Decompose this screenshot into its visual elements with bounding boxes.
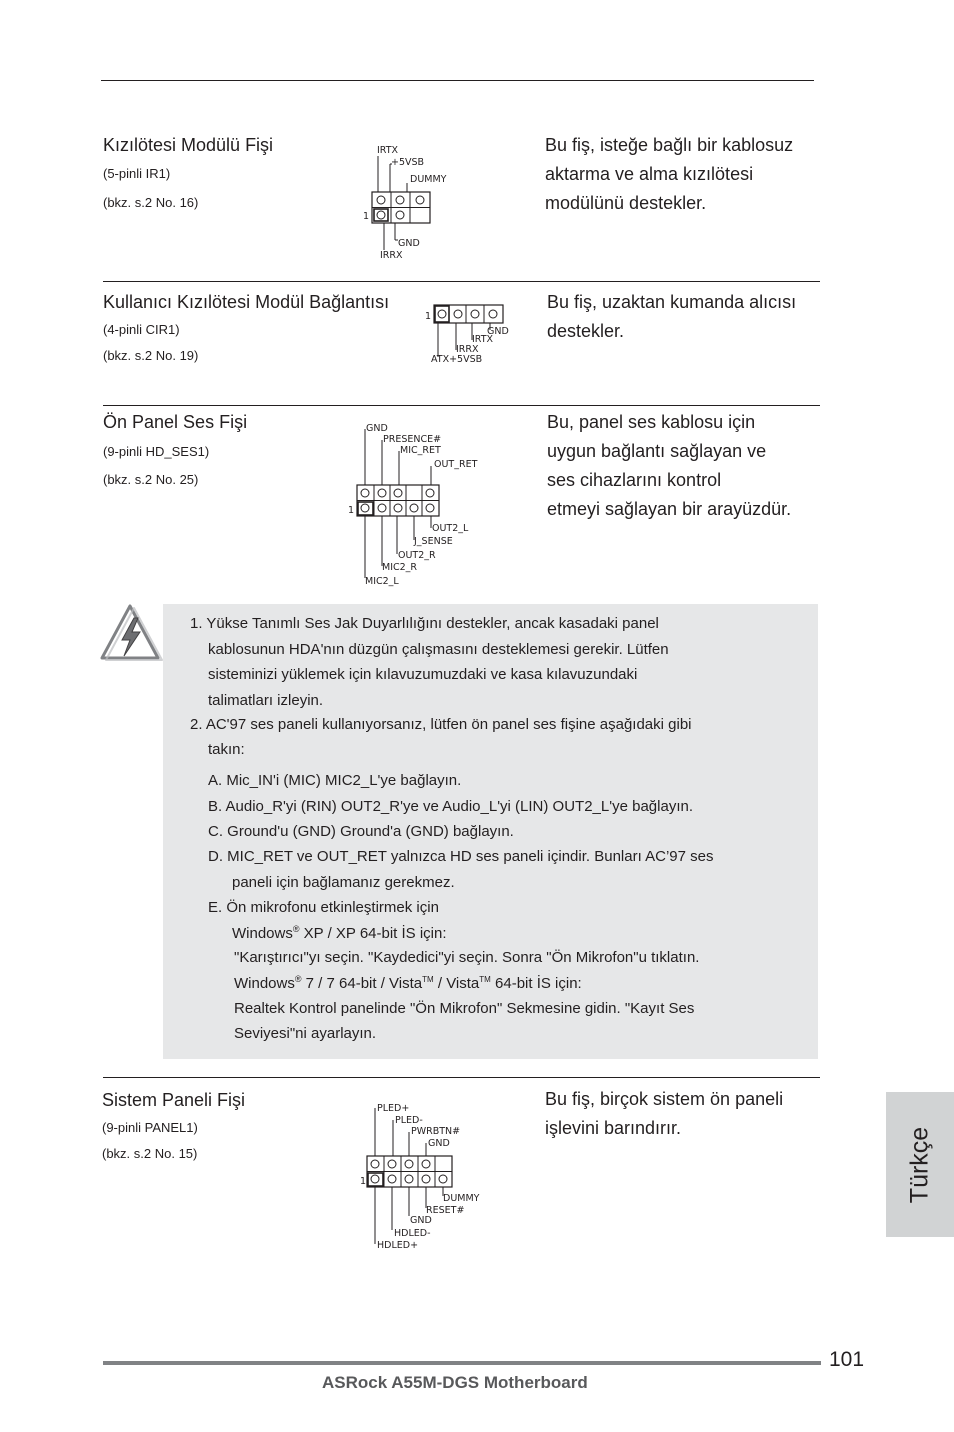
cir1-label-pin1: 1: [425, 311, 432, 322]
ir1-label-5vsb: +5VSB: [391, 157, 425, 168]
audio-label-gnd: GND: [366, 423, 388, 434]
note-line: takın:: [208, 741, 245, 758]
system-panel-pin-diagram: [356, 1098, 496, 1254]
ir1-label-dummy: DUMMY: [410, 174, 447, 185]
section-divider: [103, 405, 820, 406]
audio-label-pin1: 1: [348, 505, 355, 516]
note-line: kablosunun HDA'nın düzgün çalışmasını desteklemesi gerekir. Lütfen: [208, 641, 669, 658]
audio-label-presence: PRESENCE#: [383, 434, 442, 445]
audio-label-mic2-r: MIC2_R: [382, 562, 418, 573]
note-item-c: C. Ground'u (GND) Ground'a (GND) bağlayın.: [208, 823, 514, 840]
panel-label-pwrbtn: PWRBTN#: [411, 1126, 461, 1137]
note-item-e-win7-steps-cont: Seviyesi"ni ayarlayın.: [234, 1025, 377, 1042]
section-divider: [103, 1077, 820, 1078]
audio-label-mic2-l: MIC2_L: [365, 576, 399, 587]
note-item-d: D. MIC_RET ve OUT_RET yalnızca HD ses paneli içindir. Bunları AC’97 ses: [208, 848, 714, 865]
cir1-pin-diagram: [420, 300, 520, 368]
language-tab-label: Türkçe: [905, 1126, 934, 1203]
footer-rule: [103, 1361, 821, 1365]
note-item-e-xp: Windows® XP / XP 64-bit İS için:: [232, 924, 447, 942]
cir1-label-gnd: GND: [487, 326, 509, 337]
ir1-pin-diagram: [360, 140, 460, 265]
panel-label-pin1: 1: [360, 1176, 367, 1187]
note-item-b: B. Audio_R'yi (RIN) OUT2_R'ye ve Audio_L'yi (LIN) OUT2_L'ye bağlayın.: [208, 798, 693, 815]
header-rule: [101, 80, 814, 81]
audio-label-mic-ret: MIC_RET: [400, 445, 441, 456]
audio-header-description: Bu, panel ses kablosu için uygun bağlantı sağlayan ve ses cihazlarını kontrol etmeyi sağlayan bir arayüzdür.: [547, 412, 792, 519]
audio-header-pins: (9-pinli HD_SES1): [103, 444, 210, 459]
panel-label-hdled-minus: HDLED-: [394, 1228, 431, 1239]
ir-header-description: Bu fiş, isteğe bağlı bir kablosuz aktarma ve alma kızılötesi modülünü destekler.: [545, 135, 794, 213]
note-line: talimatları izleyin.: [208, 692, 324, 709]
panel-label-hdled-plus: HDLED+: [377, 1240, 419, 1251]
note-item-d-cont: paneli için bağlamanız gerekmez.: [232, 874, 455, 891]
note-item-e: E. Ön mikrofonu etkinleştirmek için: [208, 899, 439, 916]
panel-header-description: Bu fiş, birçok sistem ön paneli işlevini barındırır.: [545, 1089, 784, 1138]
note-line: 1. Yükse Tanımlı Ses Jak Duyarlılığını destekler, ancak kasadaki panel: [190, 615, 659, 632]
note-line: 2. AC'97 ses paneli kullanıyorsanız, lütfen ön panel ses fişine aşağıdaki gibi: [190, 716, 692, 733]
ir1-label-irrx: IRRX: [380, 250, 403, 261]
audio-label-out-ret: OUT_RET: [434, 459, 478, 470]
audio-header-title: Ön Panel Ses Fişi: [103, 412, 248, 432]
footer-product-name: ASRock A55M-DGS Motherboard: [322, 1373, 588, 1392]
audio-label-j-sense: J_SENSE: [414, 536, 453, 547]
note-item-a: A. Mic_IN'i (MIC) MIC2_L'ye bağlayın.: [208, 772, 462, 789]
cir-header-description: Bu fiş, uzaktan kumanda alıcısı destekler.: [547, 292, 797, 341]
panel-header-ref: (bkz. s.2 No. 15): [102, 1146, 198, 1161]
audio-header-ref: (bkz. s.2 No. 25): [103, 472, 199, 487]
ir-header-title: Kızılötesi Modülü Fişi: [103, 135, 274, 155]
panel-label-dummy: DUMMY: [443, 1193, 480, 1204]
language-tab: [886, 1092, 954, 1237]
panel-label-gnd-top: GND: [428, 1138, 450, 1149]
ir1-label-gnd: GND: [398, 238, 420, 249]
note-item-e-win7: Windows® 7 / 7 64-bit / Vista™ / Vista™ 64-bit İS için:: [234, 974, 582, 992]
section-divider: [103, 281, 820, 282]
panel-label-pled-minus: PLED-: [395, 1115, 423, 1126]
note-item-e-win7-steps: Realtek Kontrol panelinde "Ön Mikrofon" Sekmesine gidin. "Kayıt Ses: [234, 1000, 695, 1017]
cir-header-pins: (4-pinli CIR1): [103, 322, 180, 337]
warning-icon: [100, 600, 164, 664]
ir-header-pins: (5-pinli IR1): [103, 166, 171, 181]
ir-header-ref: (bkz. s.2 No. 16): [103, 195, 199, 210]
note-line: sisteminizi yüklemek için kılavuzumuzdaki ve kasa kılavuzundaki: [208, 666, 638, 683]
panel-header-pins: (9-pinli PANEL1): [102, 1120, 198, 1135]
audio-label-out2-l: OUT2_L: [432, 523, 469, 534]
audio-label-out2-r: OUT2_R: [398, 550, 436, 561]
ir1-label-irtx: IRTX: [377, 145, 399, 156]
cir-header-ref: (bkz. s.2 No. 19): [103, 348, 199, 363]
panel-label-reset: RESET#: [426, 1205, 465, 1216]
hd-audio-pin-diagram: [340, 418, 480, 590]
cir1-label-irrx: IRRX: [456, 344, 479, 355]
page-number: 101: [829, 1348, 865, 1371]
panel-label-pled-plus: PLED+: [377, 1103, 410, 1114]
cir1-label-irtx: IRTX: [472, 334, 494, 345]
cir1-label-atx5vsb: ATX+5VSB: [431, 354, 483, 365]
ir1-label-pin1: 1: [363, 211, 370, 222]
panel-header-title: Sistem Paneli Fişi: [102, 1090, 246, 1110]
note-item-e-xp-steps: "Karıştırıcı"yı seçin. "Kaydedici"yi seçin. Sonra "Ön Mikrofon"u tıklatın.: [234, 949, 700, 966]
cir-header-title: Kullanıcı Kızılötesi Modül Bağlantısı: [103, 292, 390, 312]
panel-label-gnd-bottom: GND: [410, 1215, 432, 1226]
